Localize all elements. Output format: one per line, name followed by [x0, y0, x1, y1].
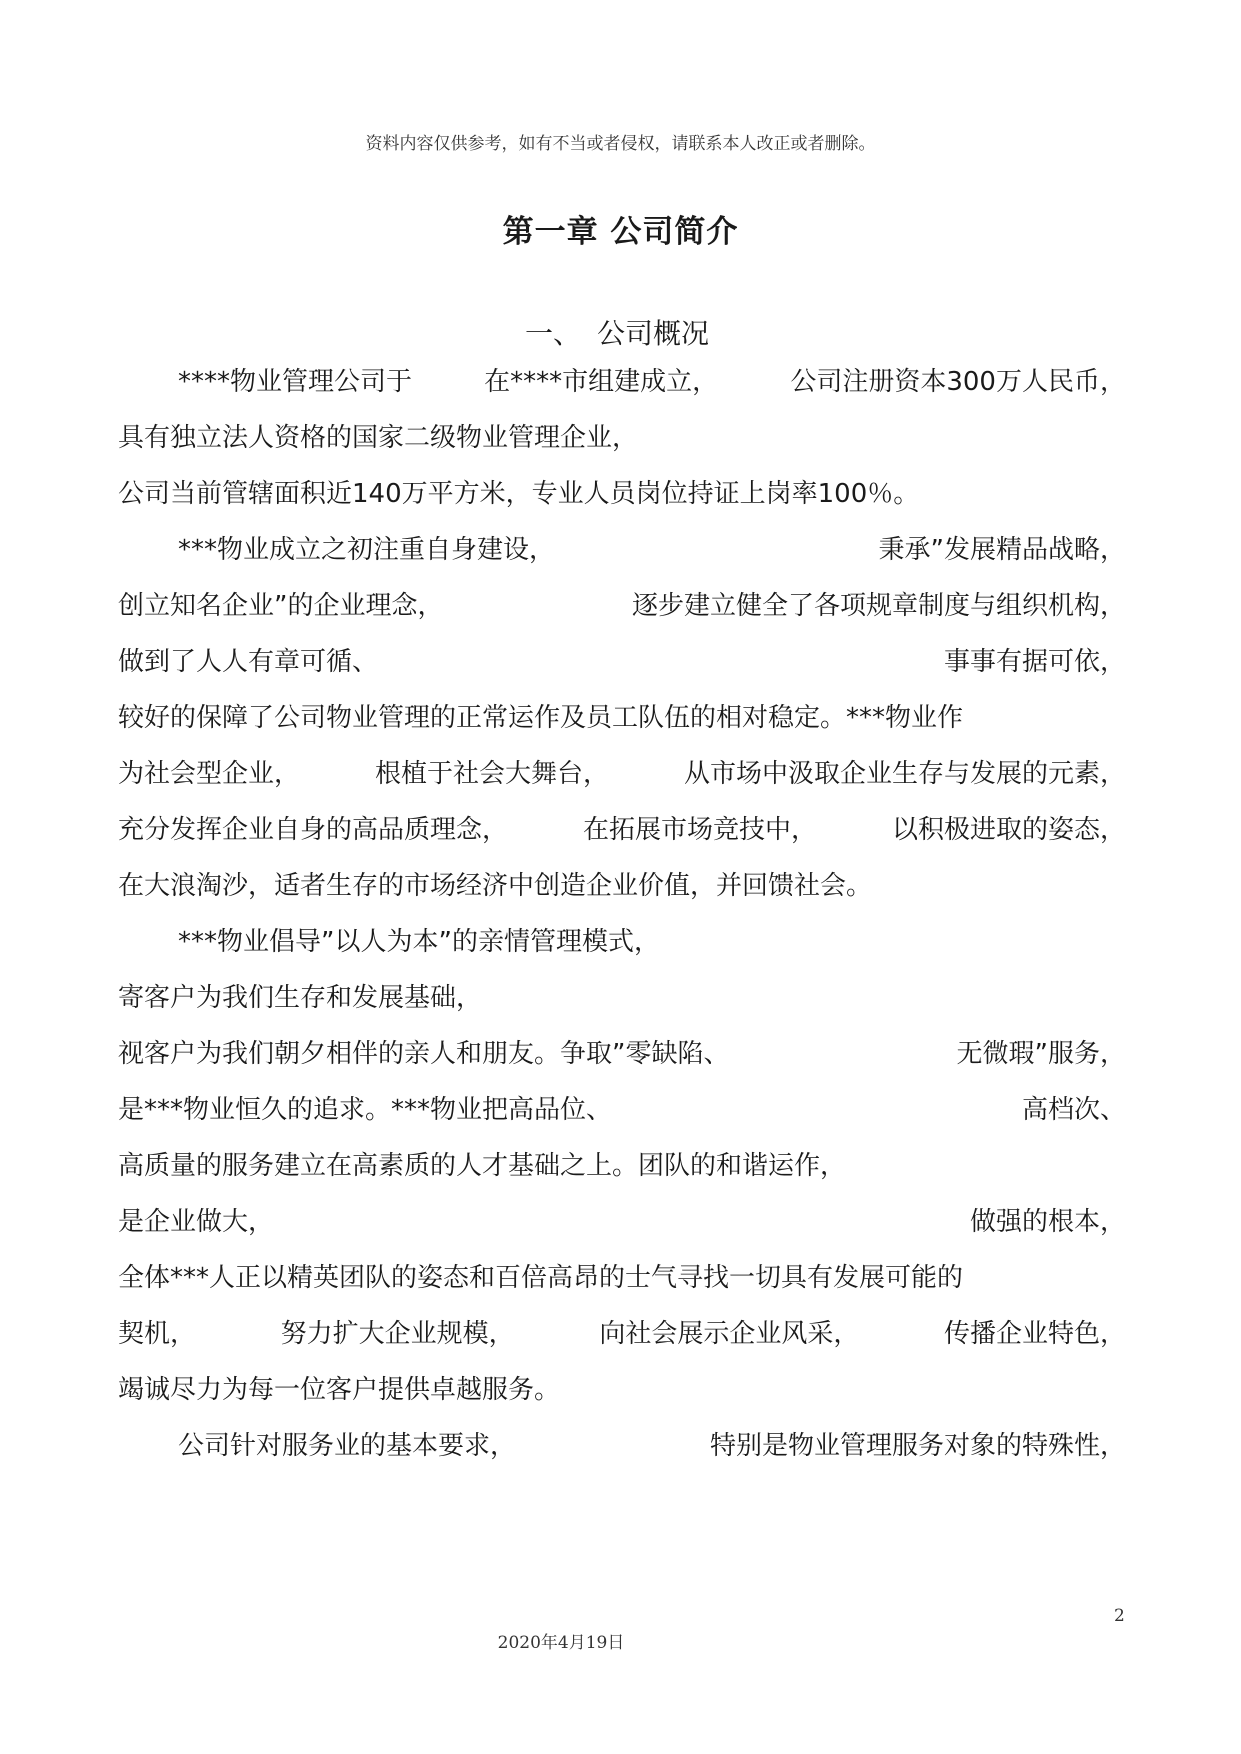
text-segment: 公司当前管辖面积近140万平方米，专业人员岗位持证上岗率100％。	[118, 479, 920, 509]
paragraph-line	[118, 754, 1126, 794]
text-segment: 逐步建立健全了各项规章制度与组织机构，	[631, 591, 1126, 621]
text-segment: 较好的保障了公司物业管理的正常运作及员工队伍的相对稳定。***物业作	[118, 703, 964, 733]
paragraph-line	[118, 1090, 1126, 1130]
text-segment: 做强的根本，	[969, 1207, 1126, 1237]
text-segment: 公司针对服务业的基本要求，	[178, 1431, 517, 1461]
text-segment: 以积极进取的姿态，	[891, 815, 1126, 845]
text-segment: 竭诚尽力为每一位客户提供卓越服务。	[118, 1375, 561, 1405]
paragraph-line	[118, 418, 638, 458]
text-segment: ***物业倡导”以人为本”的亲情管理模式，	[178, 927, 660, 957]
section-title: 公司概况	[597, 317, 710, 350]
text-segment: 秉承”发展精品战略，	[878, 535, 1126, 565]
text-segment: 特别是物业管理服务对象的特殊性，	[709, 1431, 1126, 1461]
text-segment: 高档次、	[1021, 1095, 1126, 1125]
text-segment: 契机，	[118, 1319, 197, 1349]
paragraph-line	[118, 1370, 560, 1410]
paragraph-line	[118, 698, 963, 738]
paragraph-line	[118, 866, 872, 906]
section-heading	[525, 312, 709, 352]
paragraph-line	[118, 1034, 1126, 1074]
paragraph-line	[118, 1258, 963, 1298]
paragraph-first-line	[178, 362, 1126, 402]
paragraph-line	[118, 642, 1126, 682]
text-segment: 在大浪淘沙，适者生存的市场经济中创造企业价值，并回馈社会。	[118, 871, 873, 901]
chapter-title: 第一章 公司简介	[502, 214, 739, 250]
paragraph-line	[118, 1202, 1126, 1242]
paragraph-first-line	[178, 1426, 1126, 1466]
text-segment: 在拓展市场竞技中，	[582, 815, 817, 845]
text-segment: 无微瑕”服务，	[956, 1039, 1126, 1069]
text-segment: ****物业管理公司于	[178, 367, 413, 397]
text-segment: ***物业成立之初注重自身建设，	[178, 535, 556, 565]
text-segment: 事事有据可依，	[943, 647, 1126, 677]
text-segment: 从市场中汲取企业生存与发展的元素，	[683, 759, 1126, 789]
paragraph-line	[118, 1314, 1126, 1354]
text-segment: 传播企业特色，	[943, 1319, 1126, 1349]
text-segment: 是***物业恒久的追求。***物业把高品位、	[118, 1095, 613, 1125]
paragraph-line	[118, 474, 919, 514]
paragraph-first-line	[178, 530, 1126, 570]
text-segment: 视客户为我们朝夕相伴的亲人和朋友。争取”零缺陷、	[118, 1039, 730, 1069]
text-segment: 努力扩大企业规模，	[280, 1319, 515, 1349]
text-segment: 具有独立法人资格的国家二级物业管理企业，	[118, 423, 639, 453]
footer-date: 2020年4月19日	[497, 1633, 625, 1653]
paragraph-line	[118, 1146, 846, 1186]
text-segment: 是企业做大，	[118, 1207, 275, 1237]
header-disclaimer: 资料内容仅供参考，如有不当或者侵权，请联系本人改正或者删除。	[365, 134, 876, 154]
text-segment: 根植于社会大舞台，	[374, 759, 609, 789]
text-segment: 充分发挥企业自身的高品质理念，	[118, 815, 509, 845]
text-segment: 做到了人人有章可循、	[118, 647, 379, 677]
text-segment: 在****市组建成立，	[484, 367, 719, 397]
section-number: 一、	[525, 317, 582, 350]
text-segment: 全体***人正以精英团队的姿态和百倍高昂的士气寻找一切具有发展可能的	[118, 1263, 964, 1293]
paragraph-line	[118, 810, 1126, 850]
text-segment: 公司注册资本300万人民币，	[790, 367, 1126, 397]
paragraph-first-line	[178, 922, 660, 962]
text-segment: 寄客户为我们生存和发展基础，	[118, 983, 483, 1013]
text-segment: 创立知名企业”的企业理念，	[118, 591, 444, 621]
paragraph-line	[118, 978, 482, 1018]
text-segment: 向社会展示企业风采，	[599, 1319, 860, 1349]
page-number: 2	[1114, 1606, 1125, 1626]
text-segment: 高质量的服务建立在高素质的人才基础之上。团队的和谐运作，	[118, 1151, 847, 1181]
paragraph-line	[118, 586, 1126, 626]
text-segment: 为社会型企业，	[118, 759, 301, 789]
